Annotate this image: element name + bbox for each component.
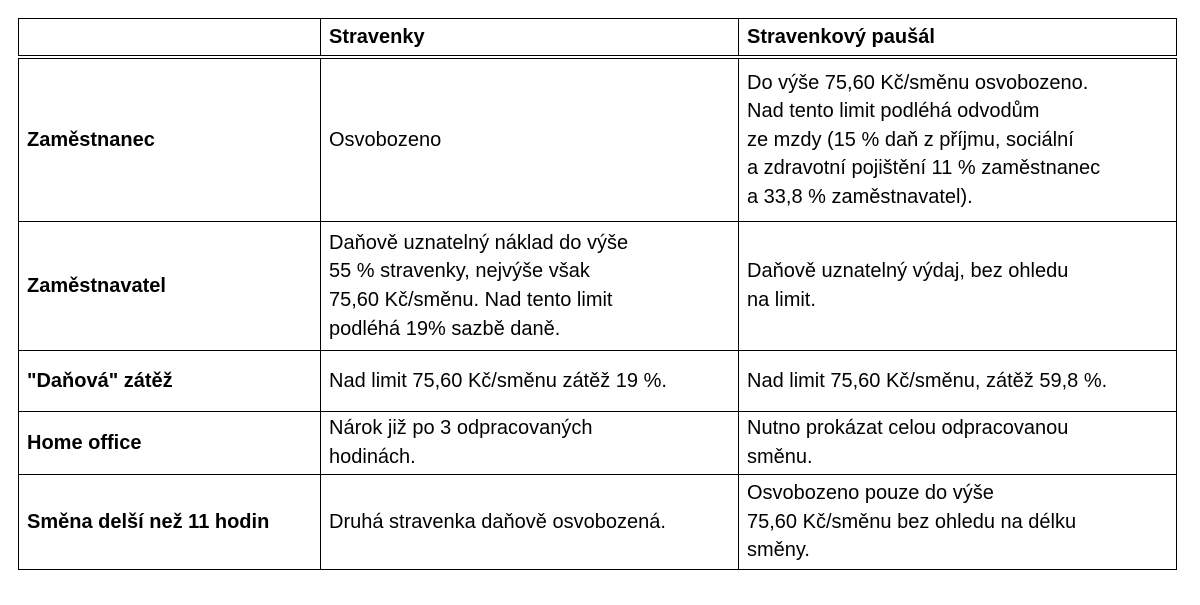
cell-stravenky: [321, 475, 739, 570]
cell-stravenky: [321, 351, 739, 412]
cell-stravenky: [321, 222, 739, 351]
row-label-zamestnanec: [19, 57, 321, 222]
cell-pausal: [739, 412, 1177, 475]
table-row: [19, 412, 1177, 475]
row-label-zamestnavatel: [19, 222, 321, 351]
cell-pausal: [739, 222, 1177, 351]
row-label-home-office: [19, 412, 321, 475]
comparison-table: [18, 18, 1177, 570]
row-label-danova-zatez: [19, 351, 321, 412]
table-row: [19, 222, 1177, 351]
row-label-smena-delsi: [19, 475, 321, 570]
cell-text: Osvobozeno: [329, 128, 442, 151]
cell-text: Nad limit 75,60 Kč/směnu, zátěž 59,8 %.: [747, 369, 1108, 392]
row-label: Směna delší než 11 hodin: [27, 510, 270, 533]
header-stravenky: Stravenky: [321, 19, 739, 58]
header-stravenkovy-pausal: Stravenkový paušál: [739, 19, 1177, 58]
cell-text: Osvobozeno pouze do výše 75,60 Kč/směnu bez ohledu na délku směny.: [747, 482, 1077, 562]
row-label: "Daňová" zátěž: [27, 369, 173, 392]
header-empty-cell: [19, 19, 321, 58]
row-label: Zaměstnanec: [27, 128, 155, 151]
cell-stravenky: [321, 57, 739, 222]
cell-pausal: [739, 57, 1177, 222]
cell-pausal: [739, 475, 1177, 570]
cell-text: Nad limit 75,60 Kč/směnu zátěž 19 %.: [329, 369, 667, 392]
cell-pausal: [739, 351, 1177, 412]
row-label: Home office: [27, 431, 142, 454]
cell-text: Do výše 75,60 Kč/směnu osvobozeno. Nad tento limit podléhá odvodům ze mzdy (15 % daň z příjmu, sociální a zdravotní pojištění 11 % zaměstnanec a 33,8 % zaměstnavatel).: [747, 71, 1101, 208]
table-row: [19, 351, 1177, 412]
cell-text: Nárok již po 3 odpracovaných hodinách.: [329, 417, 593, 468]
table-row: [19, 475, 1177, 570]
cell-text: Daňově uznatelný výdaj, bez ohledu na limit.: [747, 260, 1069, 311]
row-label: Zaměstnavatel: [27, 274, 166, 297]
cell-text: Druhá stravenka daňově osvobozená.: [329, 510, 666, 533]
cell-text: Daňově uznatelný náklad do výše 55 % stravenky, nejvýše však 75,60 Kč/směnu. Nad tento limit podléhá 19% sazbě daně.: [329, 231, 629, 340]
cell-text: Nutno prokázat celou odpracovanou směnu.: [747, 417, 1069, 468]
table-header-row: [19, 19, 1177, 58]
table-row: [19, 57, 1177, 222]
cell-stravenky: [321, 412, 739, 475]
